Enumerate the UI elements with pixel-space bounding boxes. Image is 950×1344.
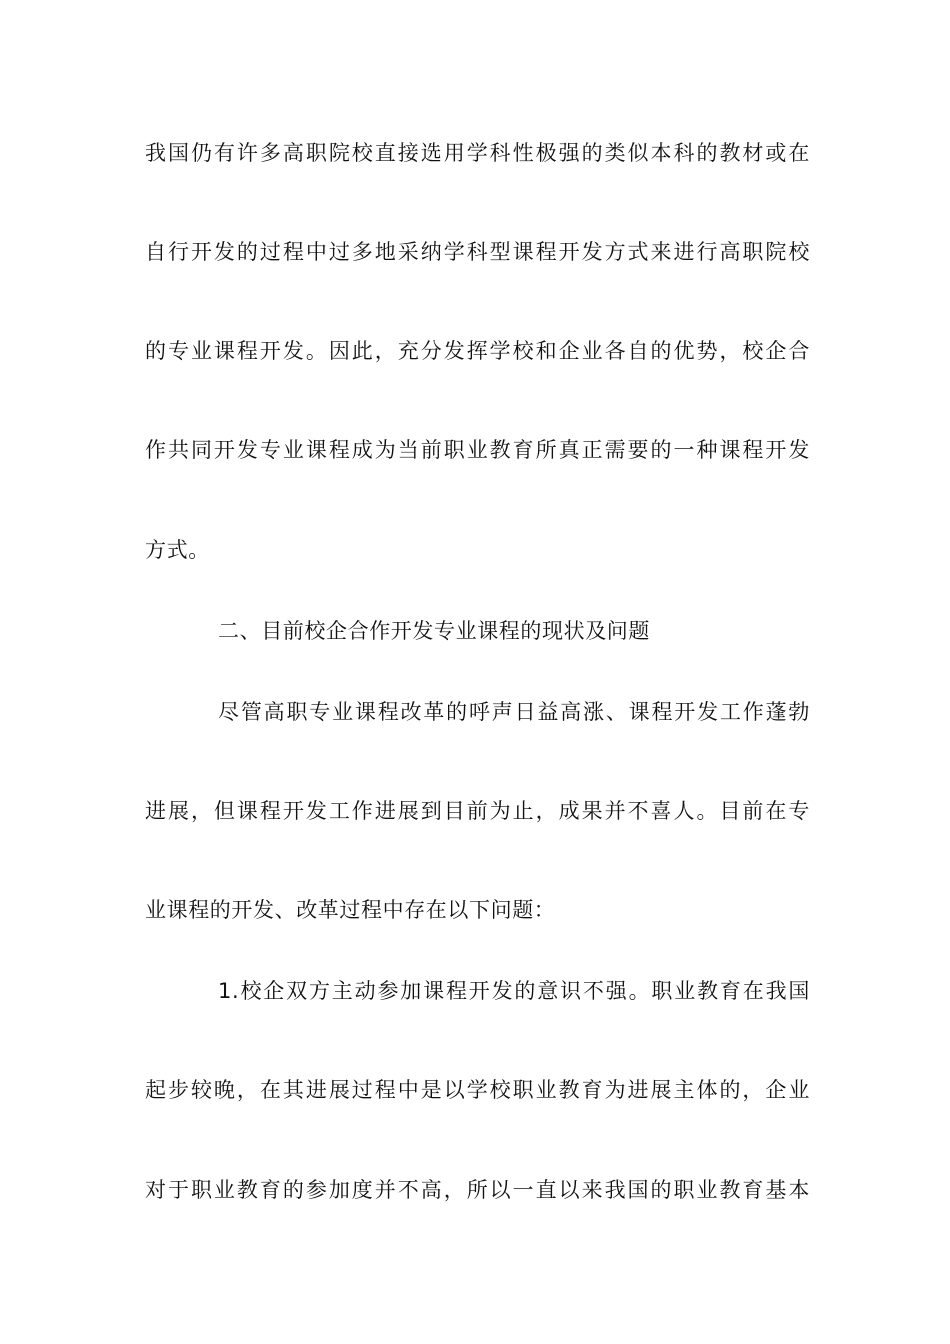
paragraph-2-line-3: 业课程的开发、改革过程中存在以下问题： [145, 898, 556, 922]
section-heading: 二、目前校企合作开发专业课程的现状及问题 [218, 619, 650, 643]
paragraph-3-line-3: 对于职业教育的参加度并不高，所以一直以来我国的职业教育基本 [145, 1178, 810, 1202]
paragraph-1-line-2: 自行开发的过程中过多地采纳学科型课程开发方式来进行高职院校 [145, 240, 810, 264]
paragraph-2-line-1: 尽管高职专业课程改革的呼声日益高涨、课程开发工作蓬勃 [218, 700, 810, 724]
paragraph-1-line-4: 作共同开发专业课程成为当前职业教育所真正需要的一种课程开发 [145, 438, 810, 462]
paragraph-2-line-2: 进展，但课程开发工作进展到目前为止，成果并不喜人。目前在专 [145, 799, 810, 823]
paragraph-3-line-2: 起步较晚，在其进展过程中是以学校职业教育为进展主体的，企业 [145, 1078, 810, 1102]
paragraph-1-line-3: 的专业课程开发。因此，充分发挥学校和企业各自的优势，校企合 [145, 339, 810, 363]
paragraph-3-line-1: 1.校企双方主动参加课程开发的意识不强。职业教育在我国 [218, 979, 810, 1003]
paragraph-1-line-5: 方式。 [145, 538, 210, 562]
paragraph-1-line-1: 我国仍有许多高职院校直接选用学科性极强的类似本科的教材或在 [145, 141, 810, 165]
